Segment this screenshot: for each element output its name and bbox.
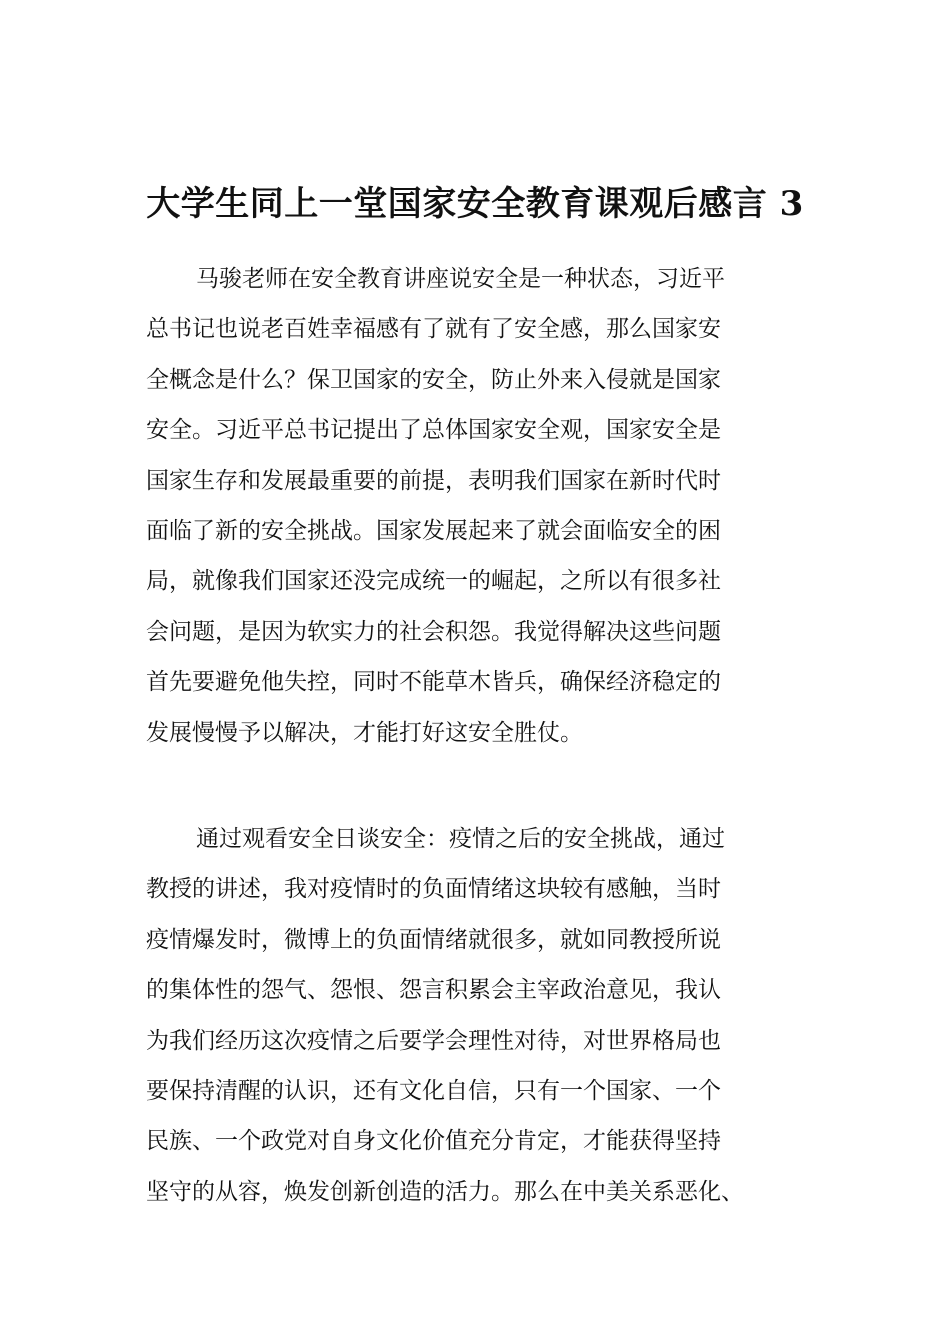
paragraph-line: 为我们经历这次疫情之后要学会理性对待，对世界格局也 — [146, 1027, 721, 1054]
paragraph-line: 的集体性的怨气、怨恨、怨言积累会主宰政治意见，我认 — [146, 977, 721, 1004]
paragraph-line: 要保持清醒的认识，还有文化自信，只有一个国家、一个 — [146, 1077, 721, 1104]
document-title: 大学生同上一堂国家安全教育课观后感言 3 — [146, 184, 804, 224]
paragraph-line: 面临了新的安全挑战。国家发展起来了就会面临安全的困 — [146, 517, 721, 544]
paragraph-line: 国家生存和发展最重要的前提，表明我们国家在新时代时 — [146, 467, 721, 494]
paragraph-2 — [146, 814, 786, 1217]
paragraph-line: 坚守的从容，焕发创新创造的活力。那么在中美关系恶化、 — [146, 1178, 744, 1205]
paragraph-line: 疫情爆发时，微博上的负面情绪就很多，就如同教授所说 — [146, 926, 721, 953]
paragraph-line: 总书记也说老百姓幸福感有了就有了安全感，那么国家安 — [146, 316, 721, 343]
paragraph-line: 全概念是什么？保卫国家的安全，防止外来入侵就是国家 — [146, 366, 721, 393]
paragraph-1 — [146, 254, 786, 758]
paragraph-line: 发展慢慢予以解决，才能打好这安全胜仗。 — [146, 719, 583, 746]
paragraph-line: 教授的讲述，我对疫情时的负面情绪这块较有感触，当时 — [146, 876, 721, 903]
paragraph-line: 局，就像我们国家还没完成统一的崛起，之所以有很多社 — [146, 568, 721, 595]
paragraph-line: 安全。习近平总书记提出了总体国家安全观，国家安全是 — [146, 417, 721, 444]
paragraph-line: 首先要避免他失控，同时不能草木皆兵，确保经济稳定的 — [146, 669, 721, 696]
paragraph-line: 马骏老师在安全教育讲座说安全是一种状态，习近平 — [196, 266, 725, 292]
paragraph-line: 通过观看安全日谈安全：疫情之后的安全挑战，通过 — [196, 826, 725, 852]
paragraph-line: 民族、一个政党对自身文化价值充分肯定，才能获得坚持 — [146, 1128, 721, 1155]
paragraph-line: 会问题，是因为软实力的社会积怨。我觉得解决这些问题 — [146, 618, 721, 645]
